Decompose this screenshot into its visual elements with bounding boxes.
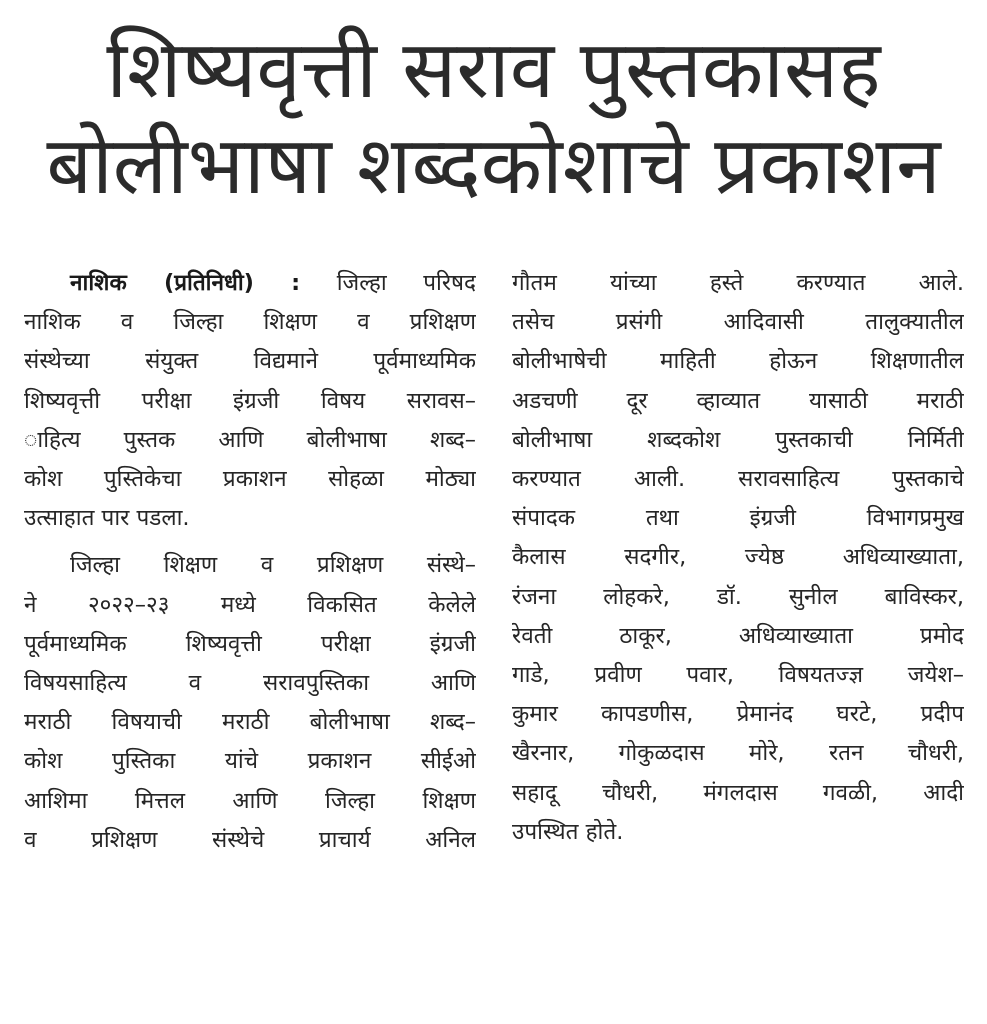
article-line: मराठी विषयाची मराठी बोलीभाषा शब्द– [24, 709, 476, 736]
article-line: कोश पुस्तिका यांचे प्रकाशन सीईओ [24, 748, 476, 775]
article-line: उत्साहात पार पडला. [24, 505, 190, 532]
article-line: खैरनार, गोकुळदास मोरे, रतन चौधरी, [512, 740, 964, 767]
article-line: जिल्हा शिक्षण व प्रशिक्षण संस्थे– [70, 552, 476, 579]
article-line: कुमार कापडणीस, प्रेमानंद घरटे, प्रदीप [512, 701, 964, 728]
dateline: नाशिक (प्रतिनिधी) : [70, 270, 301, 296]
article-line: शिष्यवृत्ती परीक्षा इंग्रजी विषय सरावस– [24, 387, 476, 414]
headline-line-2: बोलीभाषा शब्दकोशाचे प्रकाशन [46, 119, 941, 212]
article-line: रेवती ठाकूर, अधिव्याख्याता प्रमोद [512, 622, 964, 649]
paragraph-gap [24, 538, 476, 546]
article-paragraph-3 [512, 264, 964, 852]
article-line: करण्यात आली. सरावसाहित्य पुस्तकाचे [512, 466, 964, 493]
article-line: संस्थेच्या संयुक्त विद्यमाने पूर्वमाध्यमिक [24, 348, 476, 375]
article-line: बोलीभाषा शब्दकोश पुस्तकाची निर्मिती [512, 426, 964, 453]
article-line: पूर्वमाध्यमिक शिष्यवृत्ती परीक्षा इंग्रजी [24, 630, 476, 657]
headline [0, 22, 987, 214]
article-line: उपस्थित होते. [512, 818, 624, 845]
article-line: नाशिक (प्रतिनिधी) : जिल्हा परिषद [70, 270, 476, 296]
headline-line-1: शिष्यवृत्ती सराव पुस्तकासह [106, 23, 881, 116]
article-line: गौतम यांच्या हस्ते करण्यात आले. [512, 270, 964, 296]
article-paragraph-1 [24, 264, 476, 538]
article-column-1 [24, 264, 476, 860]
article-line: बोलीभाषेची माहिती होऊन शिक्षणातील [512, 348, 964, 375]
article-line: अडचणी दूर व्हाव्यात यासाठी मराठी [512, 387, 964, 414]
article-body [24, 264, 964, 860]
article-line: कैलास सदगीर, ज्येष्ठ अधिव्याख्याता, [512, 544, 964, 571]
article-line: संपादक तथा इंग्रजी विभागप्रमुख [512, 505, 964, 532]
article-line: कोश पुस्तिकेचा प्रकाशन सोहळा मोठ्या [24, 466, 476, 493]
article-line: तसेच प्रसंगी आदिवासी तालुक्यातील [512, 309, 964, 336]
article-line: व प्रशिक्षण संस्थेचे प्राचार्य अनिल [24, 826, 476, 853]
article-line: विषयसाहित्य व सरावपुस्तिका आणि [24, 670, 476, 697]
article-line: ने २०२२–२३ मध्ये विकसित केलेले [24, 591, 476, 618]
article-line: रंजना लोहकरे, डॉ. सुनील बाविस्कर, [512, 583, 964, 610]
article-line: नाशिक व जिल्हा शिक्षण व प्रशिक्षण [24, 309, 476, 336]
article-column-2 [512, 264, 964, 860]
article-line: आशिमा मित्तल आणि जिल्हा शिक्षण [24, 787, 476, 814]
article-line: ाहित्य पुस्तक आणि बोलीभाषा शब्द– [24, 426, 476, 453]
article-paragraph-2 [24, 546, 476, 860]
article-line: सहादू चौधरी, मंगलदास गवळी, आदी [512, 779, 964, 806]
article-line: गाडे, प्रवीण पवार, विषयतज्ज्ञ जयेश– [512, 662, 964, 689]
